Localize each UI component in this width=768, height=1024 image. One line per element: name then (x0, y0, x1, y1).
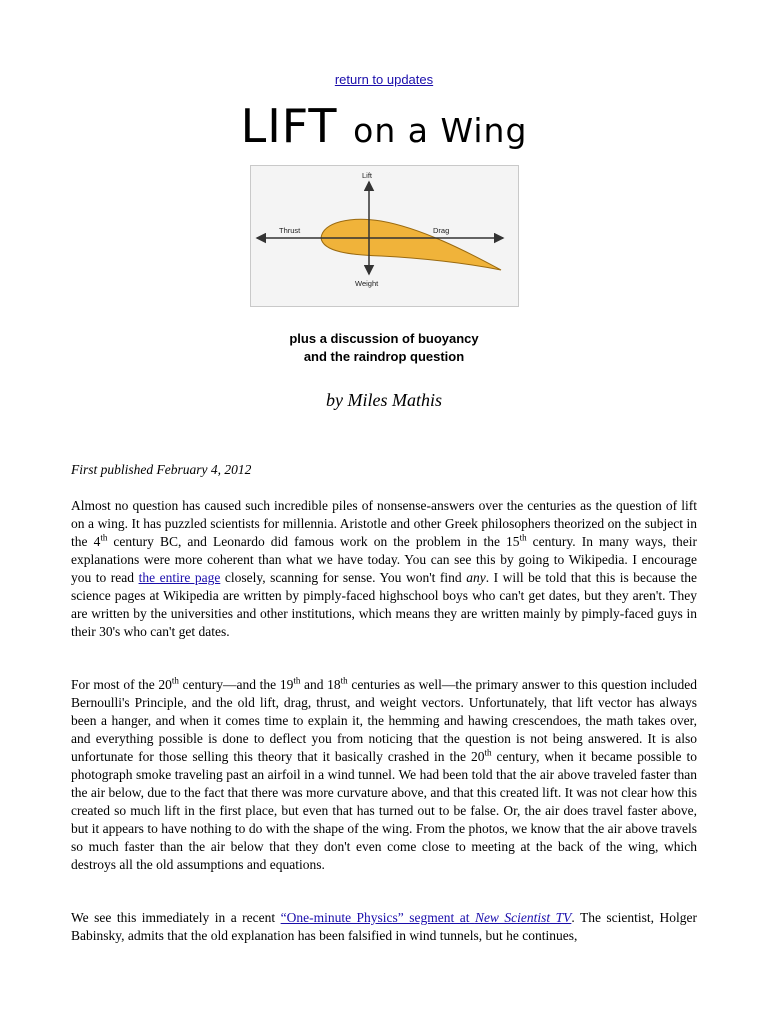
paragraph-2 (71, 676, 697, 874)
return-to-updates-link[interactable]: return to updates (334, 72, 434, 87)
page-title (0, 96, 768, 161)
p1-text-a: Almost no question has caused such incredible piles of nonsense-answers over the centuries as the question of lift on a wing. It has puzzled scientists for millennia. Aristotle and other Greek philosophers theorized on the subject in the 4 (71, 498, 697, 549)
subtitle-line-2: and the raindrop question (303, 349, 465, 364)
p1-sup-1: th (100, 532, 108, 543)
p3-link-italic: New Scientist TV (474, 910, 572, 925)
lift-label: Lift (362, 171, 373, 180)
p1-text-c: century. In many ways, their explanations were more coherent than what we have today. You can see this by going to Wikipedia. I encourage you to read (71, 534, 698, 585)
byline: by Miles Mathis (326, 390, 442, 410)
p3-text-b: . The scientist, Holger Babinsky, admits that the old explanation has been falsified in wind tunnels, but he continues, (71, 910, 697, 943)
p2-text-a: For most of the 20 (71, 677, 172, 692)
p3-link-text: “One-minute Physics” segment at (280, 910, 475, 925)
page-title-rest: on a Wing (353, 111, 528, 150)
wing-force-diagram (250, 165, 519, 307)
p2-sup-1: th (171, 675, 179, 686)
publication-date: First published February 4, 2012 (71, 462, 252, 477)
p2-text-c: and 18 (300, 677, 341, 692)
p2-text-d: centuries as well—the primary answer to this question included Bernoulli's Principle, and the old lift, drag, thrust, and weight vectors. Unfortunately, that lift vector has always been a hanger, and when it comes time to explain it, the hemming and hawing crescendoes, the math takes over, and everything possible is done to deflect you from noticing that the question is not being answered. It is also unfortunate for those selling this theory that it basically crashed in the 20 (71, 677, 697, 764)
p1-emphasis-any: any (466, 570, 486, 585)
p1-text-e: . I will be told that this is because the science pages at Wikipedia are written by pimply-faced highschool boys who can't get dates, but they aren't. They are written by the universities and other institutions, which means they are written mainly by pimply-faced guys in their 30's who can't get dates. (71, 570, 697, 639)
weight-label: Weight (355, 279, 379, 288)
drag-label: Drag (433, 226, 450, 235)
p2-text-b: century—and the 19 (178, 677, 294, 692)
subtitle-line-1: plus a discussion of buoyancy (289, 331, 479, 346)
subtitle (0, 330, 768, 366)
thrust-label: Thrust (279, 226, 301, 235)
p2-text-e: century, when it became possible to photograph smoke traveling past an airfoil in a wind tunnel. We had been told that the air above traveled faster than the air below, due to the fact that there was more curvature above, and that this created lift. It was not clear how this created so much lift in the first place, but even that has turned out to be false. Or, the air does travel faster above, but it appears to have nothing to do with the shape of the wing. From the photos, we know that the air above travels so much faster than the air below that they don't even come close to meeting at the back of the wing, which destroys all the old assumptions and equations. (71, 749, 697, 872)
p1-text-b: century BC, and Leonardo did famous work on the problem in the 15 (107, 534, 520, 549)
p2-sup-3: th (340, 675, 348, 686)
new-scientist-tv-link[interactable] (281, 910, 572, 925)
p2-sup-4: th (484, 747, 492, 758)
p1-text-d: closely, scanning for sense. You won't find (220, 570, 467, 585)
paragraph-3 (71, 909, 697, 945)
wing-diagram-svg (251, 166, 518, 306)
p2-sup-2: th (293, 675, 301, 686)
paragraph-1 (71, 497, 697, 641)
p3-text-a: We see this immediately in a recent (71, 910, 281, 925)
p1-sup-2: th (519, 532, 527, 543)
entire-page-link[interactable]: the entire page (138, 570, 221, 585)
wing-airfoil (321, 219, 501, 270)
page-title-first: LIFT (240, 99, 338, 153)
